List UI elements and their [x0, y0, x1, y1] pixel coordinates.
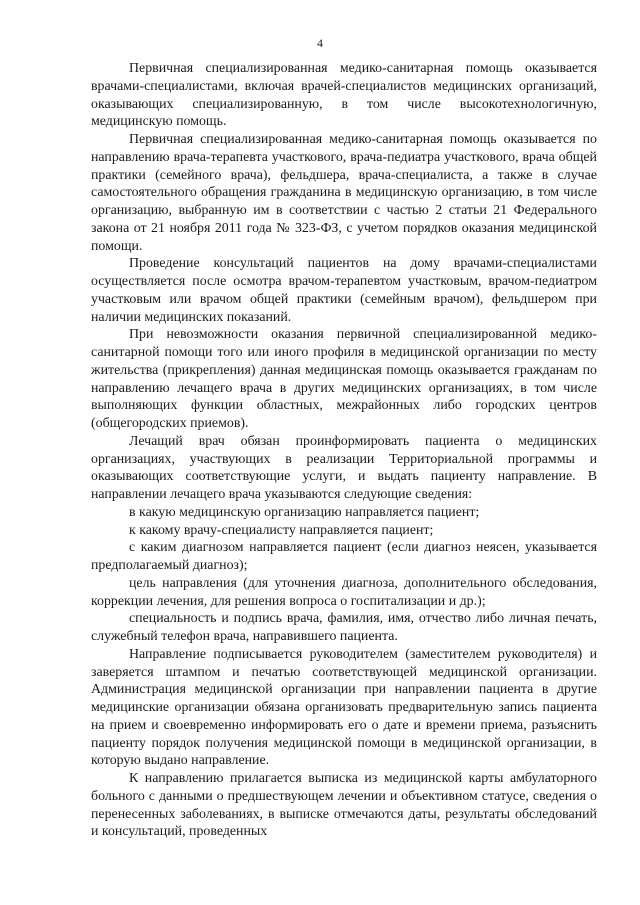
list-item: с каким диагнозом направляется пациент (если диагноз неясен, указывается предполагаемый диагноз); — [91, 540, 597, 573]
list-item: к какому врачу-специалисту направляется пациент; — [129, 522, 434, 538]
list-item: в какую медицинскую организацию направляется пациент; — [129, 504, 480, 520]
list-item: специальность и подпись врача, фамилия, имя, отчество либо личная печать, служебный телефон врача, направившего пациента. — [91, 611, 597, 644]
paragraph: Лечащий врач обязан проинформировать пациента о медицинских организациях, участвующих в реализации Территориальной программы и оказывающих соответствующие услуги, и выдать пациенту направление. В направлении лечащего врача указываются следующие сведения: — [91, 433, 597, 502]
list-item: цель направления (для уточнения диагноза, дополнительного обследования, коррекции лечения, для решения вопроса о госпитализации и др.); — [91, 575, 597, 609]
paragraph: Первичная специализированная медико-санитарная помощь оказывается по направлению врача-терапевта участкового, врача-педиатра участкового, врача общей практики (семейного врача), фельдшера, врача-специалиста, а также в случае самостоятельного обращения гражданина в медицинскую организацию, в том числе организацию, выбранную им в соответствии с частью 2 статьи 21 Федерального закона от 21 ноября 2011 года № 323-ФЗ, с учетом порядков оказания медицинской помощи. — [91, 132, 597, 254]
page-number: 4 — [317, 36, 323, 50]
paragraph: К направлению прилагается выписка из медицинской карты амбулаторного больного с данными о предшествующем лечении и объективном статусе, сведения о перенесенных заболеваниях, в выписке отмечаются даты, результаты обследований и консультаций, проведенных — [91, 771, 597, 840]
document-body — [91, 60, 597, 841]
paragraph: Первичная специализированная медико-санитарная помощь оказывается врачами-специалистами, включая врачей-специалистов медицинских организаций, оказывающих специализированную, в том числе высокотехнологичную, медицинскую помощь. — [91, 61, 597, 130]
paragraph: При невозможности оказания первичной специализированной медико-санитарной помощи того или иного профиля в медицинской организации по месту жительства (прикрепления) данная медицинская помощь оказывается гражданам по направлению лечащего врача в других медицинских организациях, в том числе выполняющих функции областных, межрайонных либо городских центров (общегородских приемов). — [91, 327, 597, 431]
paragraph: Проведение консультаций пациентов на дому врачами-специалистами осуществляется после осмотра врачом-терапевтом участковым, врачом-педиатром участковым или врачом общей практики (семейным врачом), фельдшером при наличии медицинских показаний. — [91, 256, 597, 325]
paragraph: Направление подписывается руководителем (заместителем руководителя) и заверяется штампом и печатью соответствующей медицинской организации. Администрация медицинской организации при направлении пациента в другие медицинские организации обязана организовать предварительную запись пациента на прием и своевременно информировать его о дате и времени приема, разъяснить пациенту порядок получения медицинской помощи в медицинской организации, в которую выдано направление. — [91, 646, 597, 769]
